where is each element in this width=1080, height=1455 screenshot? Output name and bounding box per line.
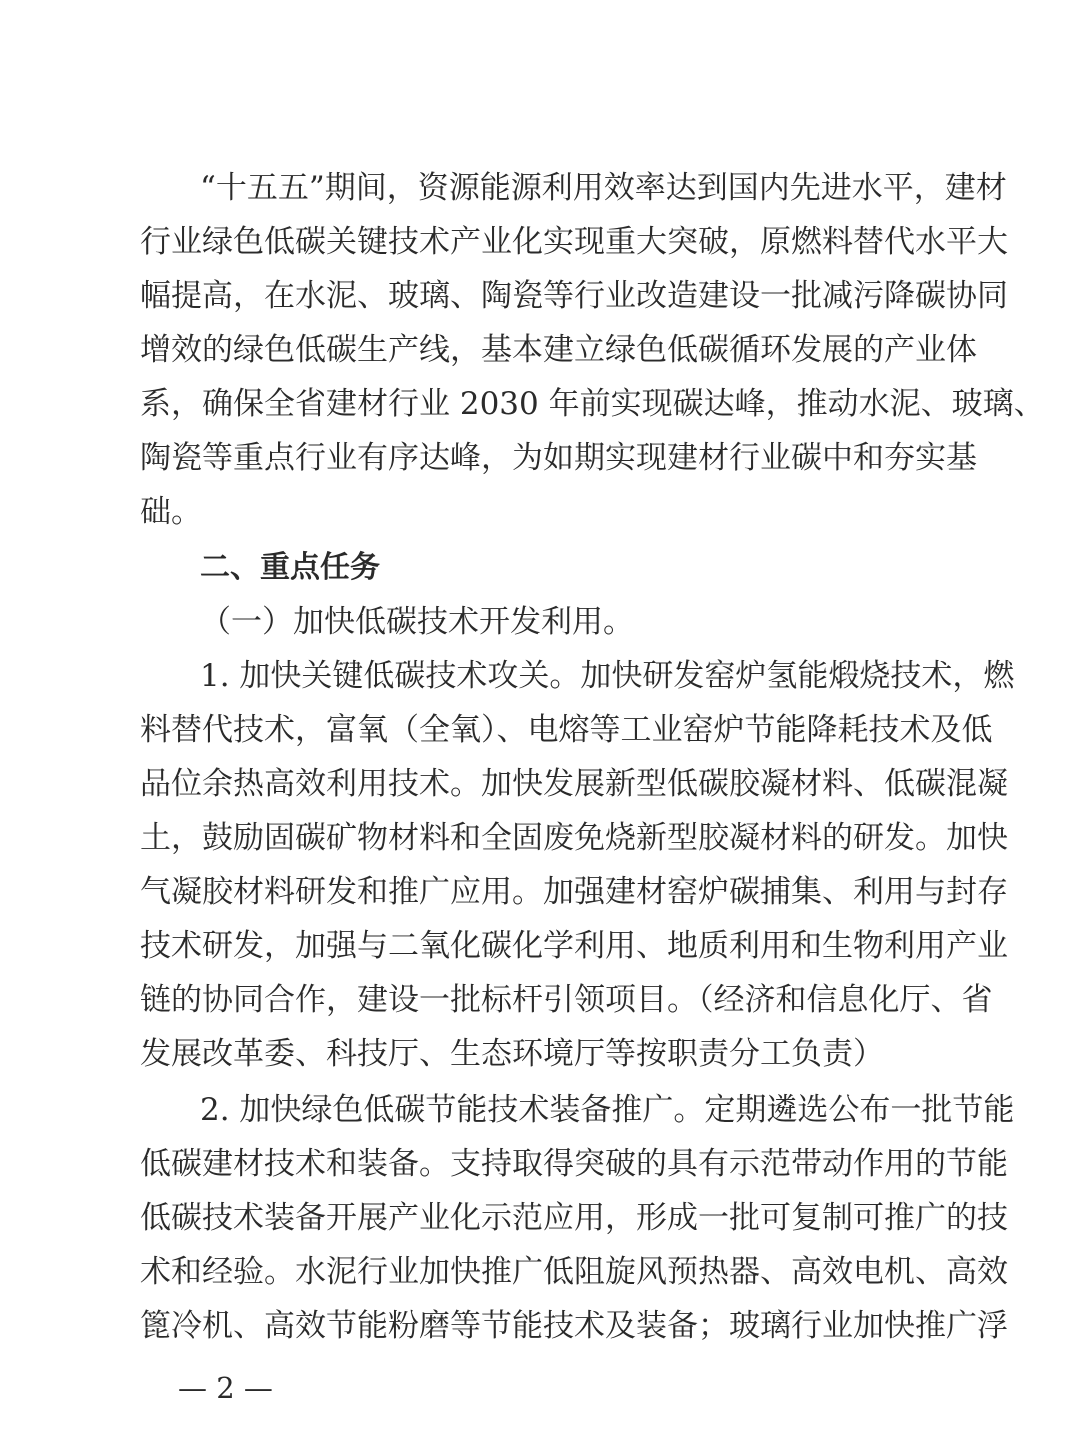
paragraph-line: 系，确保全省建材行业 2030 年前实现碳达峰，推动水泥、玻璃、 — [140, 386, 1045, 422]
section-heading: 二、重点任务 — [200, 550, 380, 585]
paragraph-line: 增效的绿色低碳生产线，基本建立绿色低碳循环发展的产业体 — [140, 332, 977, 368]
paragraph-line: 行业绿色低碳关键技术产业化实现重大突破，原燃料替代水平大 — [140, 224, 1008, 260]
paragraph-line: 料替代技术，富氧（全氧）、电熔等工业窑炉节能降耗技术及低 — [140, 712, 993, 748]
paragraph-line: 陶瓷等重点行业有序达峰，为如期实现建材行业碳中和夯实基 — [140, 440, 977, 476]
paragraph-line: 术和经验。水泥行业加快推广低阻旋风预热器、高效电机、高效 — [140, 1254, 1008, 1290]
paragraph-line: 2. 加快绿色低碳节能技术装备推广。定期遴选公布一批节能 — [200, 1092, 1015, 1128]
subsection-heading: （一）加快低碳技术开发利用。 — [200, 604, 634, 640]
paragraph-line: 发展改革委、科技厅、生态环境厅等按职责分工负责） — [140, 1036, 884, 1072]
paragraph-line: 幅提高，在水泥、玻璃、陶瓷等行业改造建设一批减污降碳协同 — [140, 278, 1008, 314]
page-number: — 2 — — [178, 1371, 273, 1405]
paragraph-line: 土，鼓励固碳矿物材料和全固废免烧新型胶凝材料的研发。加快 — [140, 820, 1008, 856]
paragraph-line: 1. 加快关键低碳技术攻关。加快研发窑炉氢能煅烧技术，燃 — [200, 658, 1015, 694]
paragraph-line: “十五五”期间，资源能源利用效率达到国内先进水平，建材 — [200, 170, 1007, 206]
paragraph-line: 础。 — [140, 494, 202, 530]
paragraph-line: 气凝胶材料研发和推广应用。加强建材窑炉碳捕集、利用与封存 — [140, 874, 1008, 910]
paragraph-line: 品位余热高效利用技术。加快发展新型低碳胶凝材料、低碳混凝 — [140, 766, 1008, 802]
paragraph-line: 低碳建材技术和装备。支持取得突破的具有示范带动作用的节能 — [140, 1146, 1008, 1182]
paragraph-line: 低碳技术装备开展产业化示范应用，形成一批可复制可推广的技 — [140, 1200, 1008, 1236]
paragraph-line: 篦冷机、高效节能粉磨等节能技术及装备；玻璃行业加快推广浮 — [140, 1308, 1008, 1344]
paragraph-line: 技术研发，加强与二氧化碳化学利用、地质利用和生物利用产业 — [140, 928, 1008, 964]
paragraph-line: 链的协同合作，建设一批标杆引领项目。（经济和信息化厅、省 — [140, 982, 993, 1018]
